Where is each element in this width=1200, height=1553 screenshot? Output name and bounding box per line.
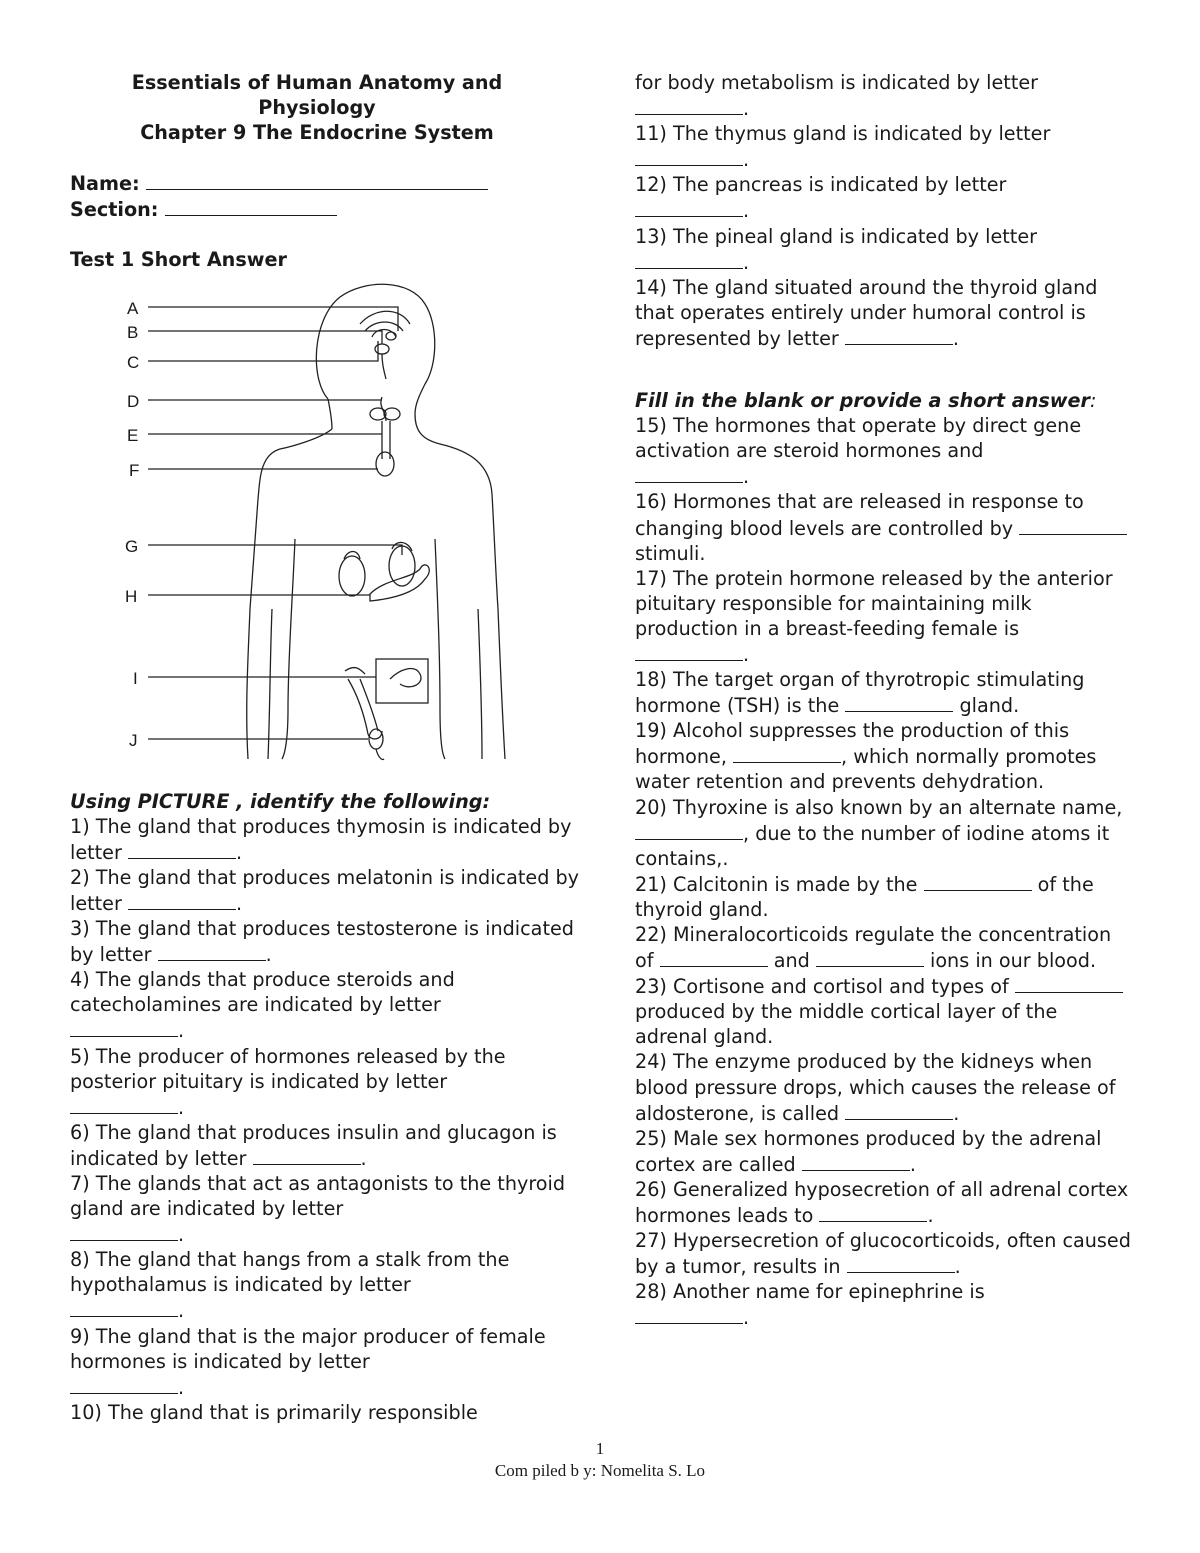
answer-blank-21[interactable] <box>924 871 1032 891</box>
test-heading: Test 1 Short Answer <box>70 248 287 272</box>
answer-blank-14[interactable] <box>845 325 953 345</box>
answer-blank-11[interactable] <box>635 146 743 166</box>
question-27: 27) Hypersecretion of glucocorticoids, often caused by a tumor, results in . <box>635 1229 1131 1279</box>
answer-blank-19[interactable] <box>733 743 841 763</box>
doc-title <box>70 70 564 145</box>
answer-blank-27[interactable] <box>847 1253 955 1273</box>
answer-blank-8[interactable] <box>70 1297 178 1317</box>
left-column <box>70 70 580 1425</box>
figure-label-d: D <box>127 391 140 411</box>
fill-instruction: Fill in the blank or provide a short answer: <box>635 389 1097 413</box>
answer-blank-9[interactable] <box>70 1374 178 1394</box>
compiled-by: Com piled b y: Nomelita S. Lo <box>494 1461 706 1480</box>
question-8: 8) The gland that hangs from a stalk from the hypothalamus is indicated by letter . <box>70 1248 510 1323</box>
answer-blank-7[interactable] <box>70 1221 178 1241</box>
answer-blank-15[interactable] <box>635 463 743 483</box>
answer-blank-18[interactable] <box>845 692 953 712</box>
question-17: 17) The protein hormone released by the anterior pituitary responsible for maintaining milk production in a breast-feeding female is . <box>635 566 1113 666</box>
answer-blank-10[interactable] <box>635 95 743 115</box>
title-line-1: Essentials of Human Anatomy and <box>131 71 503 94</box>
title-line-2: Physiology <box>258 96 376 120</box>
figure-label-f: F <box>129 460 140 480</box>
question-28: 28) Another name for epinephrine is . <box>635 1280 985 1330</box>
answer-blank-6[interactable] <box>253 1145 361 1165</box>
figure-label-c: C <box>127 352 140 372</box>
name-blank[interactable] <box>146 170 488 190</box>
endocrine-figure <box>120 279 590 769</box>
question-26: 26) Generalized hyposecretion of all adrenal cortex hormones leads to . <box>635 1177 1129 1228</box>
question-20: 20) Thyroxine is also known by an alternate name, , due to the number of iodine atoms it contains,. <box>635 795 1123 870</box>
question-10-start: 10) The gland that is primarily responsible <box>70 1400 478 1424</box>
answer-blank-1[interactable] <box>128 839 236 859</box>
right-column <box>635 70 1135 1331</box>
question-11: 11) The thymus gland is indicated by letter . <box>635 122 1051 172</box>
question-19: 19) Alcohol suppresses the production of this hormone, , which normally promotes water retention and prevents dehydration. <box>635 719 1097 794</box>
question-14: 14) The gland situated around the thyroid gland that operates entirely under humoral control is represented by letter . <box>635 275 1098 350</box>
question-6: 6) The gland that produces insulin and glucagon is indicated by letter . <box>70 1120 557 1170</box>
answer-blank-22b[interactable] <box>816 947 924 967</box>
name-label: Name: <box>70 172 140 196</box>
section-label: Section: <box>70 198 159 222</box>
body-outline-diagram <box>120 279 590 769</box>
question-7: 7) The glands that act as antagonists to the thyroid gland are indicated by letter . <box>70 1171 566 1247</box>
question-5: 5) The producer of hormones released by the posterior pituitary is indicated by letter . <box>70 1044 506 1119</box>
answer-blank-26[interactable] <box>819 1202 927 1222</box>
question-15: 15) The hormones that operate by direct gene activation are steroid hormones and . <box>635 414 1082 489</box>
question-23: 23) Cortisone and cortisol and types of produced by the middle cortical layer of the adrenal gland. <box>635 973 1135 1049</box>
question-25: 25) Male sex hormones produced by the adrenal cortex are called . <box>635 1126 1102 1176</box>
figure-label-i: I <box>133 668 138 688</box>
answer-blank-20[interactable] <box>635 820 743 840</box>
question-22: 22) Mineralocorticoids regulate the concentration of and ions in our blood. <box>635 923 1112 973</box>
question-21: 21) Calcitonin is made by the of the thyroid gland. <box>635 872 1094 921</box>
figure-label-g: G <box>125 536 139 556</box>
title-line-3: Chapter 9 The Endocrine System <box>140 121 494 145</box>
section-blank[interactable] <box>165 196 337 216</box>
figure-label-h: H <box>125 586 138 606</box>
answer-blank-24[interactable] <box>845 1100 953 1120</box>
answer-blank-4[interactable] <box>70 1017 178 1037</box>
answer-blank-22a[interactable] <box>660 947 768 967</box>
question-4: 4) The glands that produce steroids and catecholamines are indicated by letter . <box>70 968 455 1043</box>
figure-label-e: E <box>127 425 139 445</box>
question-16: 16) Hormones that are released in response to changing blood levels are controlled by stimuli. <box>635 489 1135 565</box>
page-footer <box>0 1438 1200 1482</box>
question-18: 18) The target organ of thyrotropic stimulating hormone (TSH) is the gland. <box>635 668 1085 718</box>
answer-blank-2[interactable] <box>128 890 236 910</box>
answer-blank-16[interactable] <box>1019 515 1127 535</box>
answer-blank-23[interactable] <box>1015 973 1123 993</box>
answer-blank-28[interactable] <box>635 1304 743 1324</box>
answer-blank-5[interactable] <box>70 1094 178 1114</box>
question-1: 1) The gland that produces thymosin is indicated by letter . <box>70 814 572 864</box>
answer-blank-17[interactable] <box>635 641 743 661</box>
question-24: 24) The enzyme produced by the kidneys when blood pressure drops, which causes the release of aldosterone, is called . <box>635 1050 1116 1125</box>
picture-instruction: Using PICTURE , identify the following: <box>70 789 491 813</box>
question-3: 3) The gland that produces testosterone is indicated by letter . <box>70 917 574 967</box>
answer-blank-3[interactable] <box>158 941 266 961</box>
figure-label-a: A <box>127 298 139 318</box>
question-2: 2) The gland that produces melatonin is indicated by letter . <box>70 865 580 915</box>
figure-label-b: B <box>127 322 139 342</box>
answer-blank-13[interactable] <box>635 249 743 269</box>
question-10: for body metabolism is indicated by letter . <box>635 71 1039 121</box>
name-field <box>70 170 580 196</box>
figure-label-j: J <box>129 730 138 750</box>
question-13: 13) The pineal gland is indicated by letter . <box>635 224 1038 274</box>
answer-blank-25[interactable] <box>802 1151 910 1171</box>
section-field <box>70 196 580 222</box>
question-9: 9) The gland that is the major producer of female hormones is indicated by letter . <box>70 1324 546 1399</box>
page-number: 1 <box>595 1439 605 1458</box>
question-12: 12) The pancreas is indicated by letter . <box>635 173 1007 223</box>
answer-blank-12[interactable] <box>635 197 743 217</box>
